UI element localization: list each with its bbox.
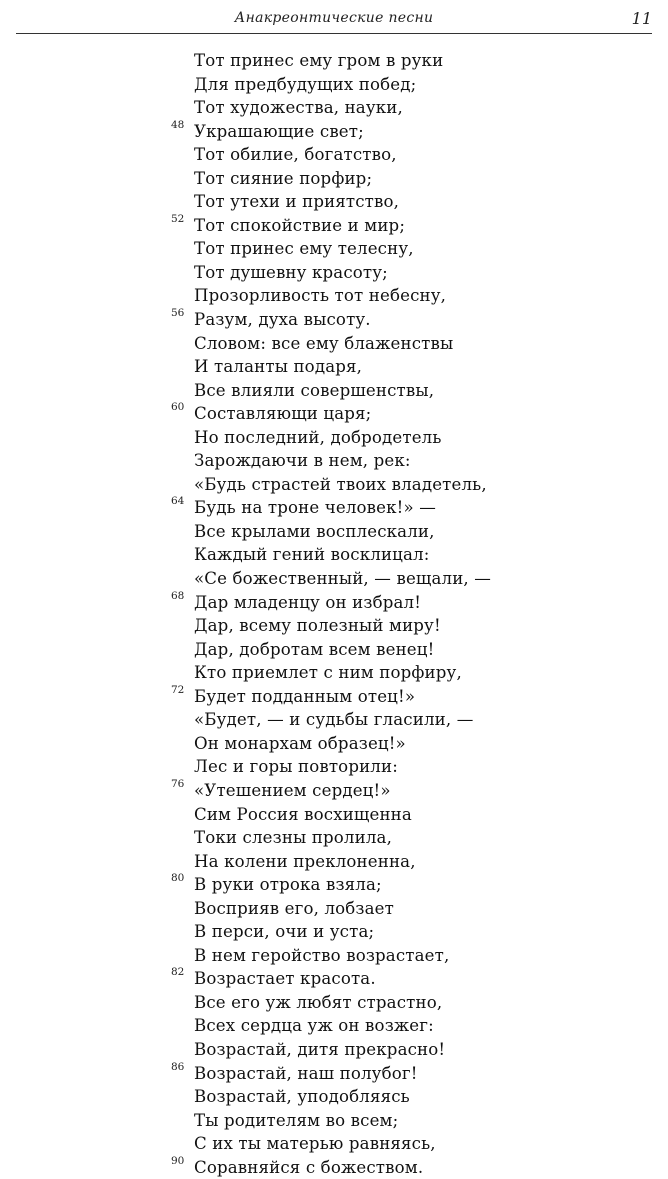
running-header-title: Анакреонтические песни (234, 10, 434, 26)
poem-line-text: Дар, всему полезный миру! (194, 616, 441, 636)
poem-line (0, 402, 668, 426)
poem-line-text: Каждый гений восклицал: (194, 545, 430, 565)
poem-line (0, 214, 668, 238)
poem-line-text: Тот спокойствие и мир; (194, 215, 406, 235)
poem-line-text: Соравняйся с божеством. (194, 1157, 424, 1177)
poem-line (0, 708, 668, 732)
poem-line (0, 873, 668, 897)
poem-line-text: Тот сияние порфир; (194, 168, 373, 188)
line-number: 64 (171, 495, 185, 508)
poem-line (0, 73, 668, 97)
poem-line (0, 449, 668, 473)
poem-line (0, 332, 668, 356)
poem-line (0, 661, 668, 685)
poem-line-text: Словом: все ему блаженствы (194, 333, 454, 353)
header-rule (16, 33, 652, 34)
line-number: 56 (171, 307, 185, 320)
poem-line-text: «Се божественный, — вещали, — (194, 569, 492, 589)
poem-line (0, 685, 668, 709)
poem-line-text: Дар младенцу он избрал! (194, 592, 422, 612)
line-number: 48 (171, 118, 185, 131)
line-number: 82 (171, 966, 185, 979)
poem-line (0, 426, 668, 450)
poem-line (0, 543, 668, 567)
poem-line (0, 591, 668, 615)
poem-line-text: Возрастай, уподобляясь (194, 1087, 410, 1107)
poem-line (0, 1109, 668, 1133)
poem-line-text: Восприяв его, лобзает (194, 898, 394, 918)
poem-line (0, 190, 668, 214)
poem-line-text: Все его уж любят страстно, (194, 992, 443, 1012)
poem-line-text: В руки отрока взяла; (194, 875, 382, 895)
poem-line (0, 1085, 668, 1109)
poem-line-text: Тот душевну красоту; (194, 262, 388, 282)
poem-line-text: Но последний, добродетель (194, 427, 442, 447)
poem-line (0, 638, 668, 662)
poem-line-text: Для предбудущих побед; (194, 74, 417, 94)
poem-line (0, 1038, 668, 1062)
poem-line (0, 967, 668, 991)
line-number: 76 (171, 777, 185, 790)
poem-line-text: На колени преклоненна, (194, 851, 416, 871)
poem-line-text: Будет подданным отец!» (194, 686, 416, 706)
poem-line (0, 1014, 668, 1038)
poem-line-text: И таланты подаря, (194, 357, 363, 377)
poem-line (0, 473, 668, 497)
poem-line (0, 167, 668, 191)
poem-line (0, 920, 668, 944)
poem-line-text: Все крылами восплескали, (194, 521, 435, 541)
poem-line-text: Дар, добротам всем венец! (194, 639, 435, 659)
poem-line-text: Тот принес ему гром в руки (194, 51, 444, 70)
poem-line-text: Тот принес ему телесну, (194, 239, 414, 259)
poem-line (0, 1156, 668, 1179)
poem-line (0, 897, 668, 921)
poem-line (0, 379, 668, 403)
poem-line (0, 826, 668, 850)
poem-line (0, 779, 668, 803)
poem-line (0, 567, 668, 591)
poem-line (0, 355, 668, 379)
poem-line (0, 308, 668, 332)
poem-line-text: Лес и горы повторили: (194, 757, 398, 777)
line-number: 90 (171, 1154, 185, 1167)
poem-line (0, 520, 668, 544)
line-number: 60 (171, 401, 185, 414)
poem-line-text: Возрастай, наш полубог! (194, 1063, 418, 1083)
poem-line-text: Зарождаючи в нем, рек: (194, 451, 411, 471)
poem-line-text: Всех сердца уж он возжег: (194, 1016, 434, 1036)
poem-line-text: В перси, очи и уста; (194, 922, 375, 942)
poem-line (0, 120, 668, 144)
poem-line-text: Тот художества, науки, (194, 98, 403, 118)
line-number: 86 (171, 1060, 185, 1073)
poem-line (0, 755, 668, 779)
poem-line (0, 803, 668, 827)
poem-line-text: Прозорливость тот небесну, (194, 286, 447, 306)
page-number: 11 (631, 9, 652, 28)
poem-line (0, 143, 668, 167)
poem-line-text: «Будь страстей твоих владетель, (194, 474, 487, 494)
poem-line (0, 614, 668, 638)
running-header (16, 6, 652, 34)
line-number: 68 (171, 589, 185, 602)
line-number: 52 (171, 212, 185, 225)
poem-line-text: С их ты матерью равняясь, (194, 1134, 436, 1154)
poem-line-text: Токи слезны пролила, (194, 828, 392, 848)
poem-line-text: Украшающие свет; (194, 121, 364, 141)
poem-line-text: Тот обилие, богатство, (194, 145, 397, 165)
poem-line-text: Ты родителям во всем; (194, 1110, 399, 1130)
poem-line (0, 261, 668, 285)
poem-line (0, 49, 668, 73)
poem-line-text: Составляющи царя; (194, 404, 372, 424)
poem-line (0, 284, 668, 308)
poem-line-text: Тот утехи и приятство, (194, 192, 400, 212)
poem-body (0, 49, 668, 1179)
poem-line (0, 237, 668, 261)
poem-line-text: Возрастай, дитя прекрасно! (194, 1039, 446, 1059)
poem-line-text: «Будет, — и судьбы гласили, — (194, 710, 474, 730)
poem-line (0, 991, 668, 1015)
poem-line-text: Он монархам образец!» (194, 733, 406, 753)
poem-line (0, 850, 668, 874)
line-number: 80 (171, 872, 185, 885)
poem-line-text: Кто приемлет с ним порфиру, (194, 663, 462, 683)
poem-line (0, 1062, 668, 1086)
poem-line (0, 1132, 668, 1156)
poem-line (0, 944, 668, 968)
poem-line-text: Возрастает красота. (194, 969, 376, 989)
poem-line (0, 496, 668, 520)
poem-line-text: Разум, духа высоту. (194, 310, 371, 330)
poem-line-text: Будь на троне человек!» — (194, 498, 436, 518)
line-number: 72 (171, 683, 185, 696)
poem-line-text: В нем геройство возрастает, (194, 945, 450, 965)
poem-line-text: Все влияли совершенствы, (194, 380, 435, 400)
poem-line (0, 96, 668, 120)
poem-line (0, 732, 668, 756)
poem-line-text: Сим Россия восхищенна (194, 804, 412, 824)
poem-line-text: «Утешением сердец!» (194, 780, 391, 800)
